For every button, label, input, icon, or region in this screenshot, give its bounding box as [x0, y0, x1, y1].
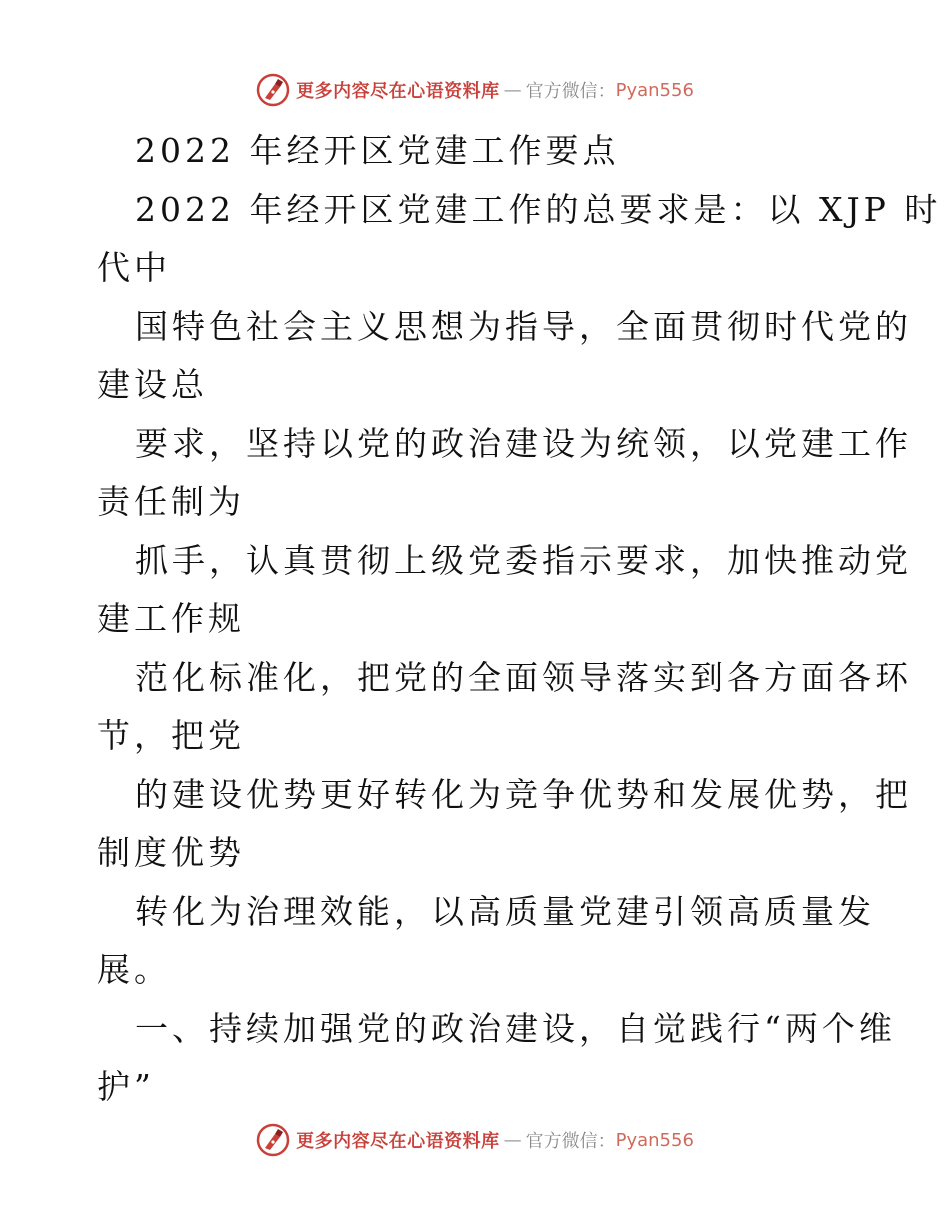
watermark-id: Pyan556: [615, 79, 694, 101]
paragraph-line: 转化为治理效能，以高质量党建引领高质量发: [135, 891, 875, 931]
watermark-dash: —: [503, 79, 522, 101]
watermark-dash: —: [503, 1129, 522, 1151]
paragraph-line: 建设总: [97, 365, 208, 404]
pen-nib-logo-icon: [256, 1123, 290, 1157]
paragraph-line: 要求，坚持以党的政治建设为统领，以党建工作: [135, 423, 912, 463]
section-heading-line: 护”: [97, 1067, 155, 1106]
paragraph-line: 节，把党: [97, 716, 245, 755]
paragraph-line: 展。: [97, 950, 171, 989]
paragraph-line: 范化标准化，把党的全面领导落实到各方面各环: [135, 657, 912, 697]
document-body: [0, 122, 950, 1117]
paragraph-line: 制度优势: [97, 833, 245, 872]
paragraph-line: 的建设优势更好转化为竞争优势和发展优势，把: [135, 774, 912, 814]
paragraph-line: 建工作规: [97, 599, 245, 638]
watermark-id: Pyan556: [615, 1129, 694, 1151]
section-heading-line: 一、持续加强党的政治建设，自觉践行“两个维: [135, 1008, 896, 1048]
watermark-footer: [0, 1120, 950, 1160]
watermark-label: 官方微信：: [525, 1131, 616, 1152]
watermark-label: 官方微信：: [525, 81, 616, 102]
watermark-text: 更多内容尽在心语资料库: [296, 1131, 500, 1152]
paragraph-line: 责任制为: [97, 482, 245, 521]
watermark-header: [0, 70, 950, 110]
paragraph-line: 代中: [97, 248, 171, 287]
watermark-text: 更多内容尽在心语资料库: [296, 81, 500, 102]
paragraph-line: 国特色社会主义思想为指导，全面贯彻时代党的: [135, 306, 912, 346]
pen-nib-logo-icon: [256, 73, 290, 107]
document-title: 2022 年经开区党建工作要点: [135, 131, 620, 170]
paragraph-line: 抓手，认真贯彻上级党委指示要求，加快推动党: [135, 540, 912, 580]
paragraph-line: 2022 年经开区党建工作的总要求是：以 XJP 时: [135, 189, 942, 229]
